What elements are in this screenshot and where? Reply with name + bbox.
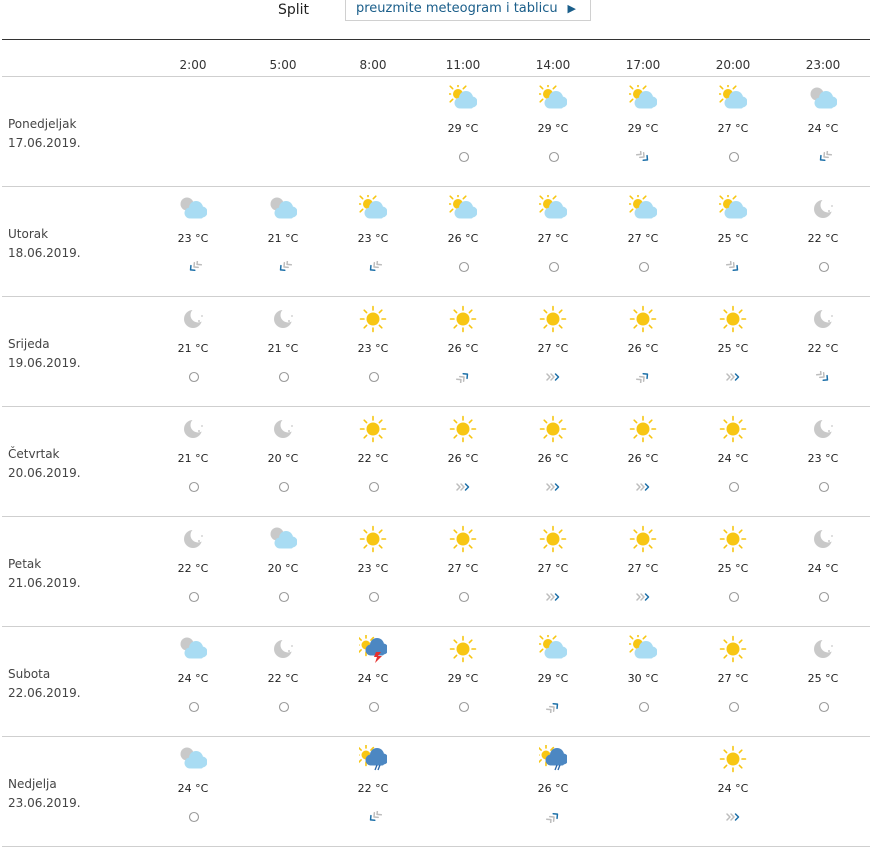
sun-rain-icon [359,745,387,773]
forecast-cell [603,297,683,407]
calm-icon [366,591,382,603]
temperature: 22 °C [807,342,839,355]
temperature: 23 °C [357,342,389,355]
day-label [8,445,81,483]
moon-cloud-icon [269,195,297,223]
wind-right-icon [546,481,562,493]
temperature: 29 °C [627,122,659,135]
calm-icon [186,591,202,603]
temperature: 23 °C [807,452,839,465]
wind-downright-icon [726,261,742,273]
temperature: 22 °C [357,782,389,795]
moon-icon [269,635,297,663]
calm-icon [816,481,832,493]
forecast-cell [333,737,413,847]
wind-right-icon [726,371,742,383]
day-name: Utorak [8,227,49,241]
forecast-cell [423,297,503,407]
time-label: 23:00 [805,58,841,72]
wind-right-icon [456,481,472,493]
time-label: 5:00 [269,58,297,72]
temperature: 29 °C [537,122,569,135]
temperature: 24 °C [717,782,749,795]
forecast-cell [513,737,593,847]
temperature: 24 °C [177,672,209,685]
sun-icon [449,635,477,663]
forecast-cell [513,297,593,407]
calm-icon [546,261,562,273]
calm-icon [366,481,382,493]
calm-icon [636,701,652,713]
day-label [8,225,81,263]
forecast-cell [243,187,323,297]
header [0,0,873,40]
forecast-cell [333,187,413,297]
moon-cloud-icon [269,525,297,553]
sun-icon [719,525,747,553]
moon-icon [179,305,207,333]
calm-icon [276,701,292,713]
forecast-cell [693,187,773,297]
forecast-cell [783,77,863,187]
moon-icon [179,525,207,553]
forecast-cell [423,627,503,737]
forecast-cell [243,627,323,737]
time-label: 8:00 [359,58,387,72]
sun-icon [629,525,657,553]
sun-icon [539,415,567,443]
moon-cloud-icon [179,635,207,663]
wind-upright-icon [456,371,472,383]
forecast-cell [513,627,593,737]
forecast-cell [513,407,593,517]
sun-cloud-icon [359,195,387,223]
temperature: 26 °C [447,342,479,355]
moon-icon [809,525,837,553]
temperature: 27 °C [537,342,569,355]
calm-icon [366,701,382,713]
calm-icon [276,591,292,603]
calm-icon [186,481,202,493]
temperature: 26 °C [627,452,659,465]
temperature: 23 °C [357,232,389,245]
caret-right-icon: ▶ [567,2,576,15]
temperature: 27 °C [627,562,659,575]
forecast-cell [243,407,323,517]
forecast-cell [693,627,773,737]
forecast-cell [153,187,233,297]
day-name: Nedjelja [8,777,57,791]
temperature: 25 °C [717,342,749,355]
temperature: 23 °C [357,562,389,575]
forecast-cell [423,407,503,517]
forecast-cell [603,517,683,627]
moon-icon [809,195,837,223]
day-row [0,297,873,407]
sun-icon [719,745,747,773]
moon-icon [269,415,297,443]
calm-icon [456,701,472,713]
city-name: Split [278,2,310,18]
calm-icon [456,591,472,603]
day-name: Četvrtak [8,447,60,461]
calm-icon [276,481,292,493]
row-divider [2,846,870,847]
forecast-cell [693,737,773,847]
sun-icon [449,525,477,553]
sun-icon [629,305,657,333]
calm-icon [186,371,202,383]
day-row [0,187,873,297]
time-label: 14:00 [535,58,571,72]
temperature: 20 °C [267,562,299,575]
day-label [8,335,81,373]
temperature: 27 °C [717,672,749,685]
forecast-cell [333,407,413,517]
sun-cloud-icon [629,195,657,223]
forecast-cell [603,77,683,187]
forecast-cell [243,297,323,407]
calm-icon [816,591,832,603]
wind-upright-icon [546,701,562,713]
temperature: 24 °C [807,562,839,575]
forecast-cell [153,517,233,627]
sun-cloud-icon [539,635,567,663]
sun-icon [719,635,747,663]
day-row [0,627,873,737]
header-divider [2,39,870,40]
moon-cloud-icon [179,745,207,773]
sun-icon [359,305,387,333]
wind-upright-icon [546,811,562,823]
forecast-cell [243,517,323,627]
day-date: 20.06.2019. [8,466,81,480]
meteogram-download-label: preuzmite meteogram i tablicu [356,1,558,16]
forecast-cell [153,627,233,737]
forecast-cell [153,737,233,847]
day-date: 18.06.2019. [8,246,81,260]
calm-icon [726,591,742,603]
sun-icon [719,415,747,443]
forecast-cell [693,297,773,407]
temperature: 24 °C [807,122,839,135]
calm-icon [726,481,742,493]
calm-icon [456,261,472,273]
calm-icon [276,371,292,383]
temperature: 27 °C [627,232,659,245]
temperature: 30 °C [627,672,659,685]
moon-icon [809,305,837,333]
wind-downleft-icon [276,261,292,273]
day-date: 19.06.2019. [8,356,81,370]
time-label: 2:00 [179,58,207,72]
forecast-cell [153,407,233,517]
temperature: 24 °C [357,672,389,685]
temperature: 26 °C [447,452,479,465]
temperature: 27 °C [717,122,749,135]
temperature: 26 °C [537,782,569,795]
moon-cloud-icon [809,85,837,113]
temperature: 22 °C [177,562,209,575]
forecast-cell [603,627,683,737]
forecast-cell [423,77,503,187]
day-name: Ponedjeljak [8,117,77,131]
forecast-cell [423,187,503,297]
temperature: 26 °C [447,232,479,245]
day-name: Srijeda [8,337,50,351]
time-label: 20:00 [715,58,751,72]
day-name: Petak [8,557,42,571]
sun-cloud-icon [629,85,657,113]
sun-icon [629,415,657,443]
sun-icon [539,305,567,333]
wind-downleft-icon [186,261,202,273]
forecast-cell [603,407,683,517]
temperature: 21 °C [177,452,209,465]
forecast-cell [693,517,773,627]
day-label [8,555,81,593]
day-row [0,407,873,517]
day-row [0,737,873,847]
temperature: 22 °C [357,452,389,465]
temperature: 21 °C [267,342,299,355]
forecast-cell [783,297,863,407]
temperature: 26 °C [627,342,659,355]
temperature: 24 °C [177,782,209,795]
temperature: 29 °C [537,672,569,685]
sun-icon [539,525,567,553]
forecast-cell [603,187,683,297]
day-row [0,517,873,627]
wind-right-icon [546,371,562,383]
wind-right-icon [636,481,652,493]
sun-icon [449,305,477,333]
forecast-cell [513,517,593,627]
day-label [8,775,81,813]
forecast-cell [693,407,773,517]
moon-icon [809,635,837,663]
temperature: 27 °C [447,562,479,575]
temperature: 22 °C [807,232,839,245]
forecast-cell [423,517,503,627]
calm-icon [186,811,202,823]
forecast-cell [783,517,863,627]
wind-downleft-icon [816,151,832,163]
moon-icon [809,415,837,443]
calm-icon [186,701,202,713]
forecast-cell [783,187,863,297]
temperature: 25 °C [717,562,749,575]
temperature: 20 °C [267,452,299,465]
forecast-cell [783,407,863,517]
time-label: 11:00 [445,58,481,72]
moon-icon [179,415,207,443]
time-label: 17:00 [625,58,661,72]
forecast-cell [693,77,773,187]
sun-icon [359,525,387,553]
wind-right-icon [546,591,562,603]
forecast-cell [783,627,863,737]
moon-cloud-icon [179,195,207,223]
day-label [8,115,81,153]
calm-icon [546,151,562,163]
temperature: 24 °C [717,452,749,465]
forecast-cell [333,517,413,627]
temperature: 25 °C [807,672,839,685]
day-label [8,665,81,703]
calm-icon [366,371,382,383]
wind-downright-icon [636,151,652,163]
temperature: 27 °C [537,232,569,245]
day-date: 23.06.2019. [8,796,81,810]
day-date: 17.06.2019. [8,136,81,150]
sun-cloud-icon [449,85,477,113]
sun-cloud-icon [539,85,567,113]
sun-cloud-icon [629,635,657,663]
temperature: 21 °C [267,232,299,245]
moon-icon [269,305,297,333]
temperature: 21 °C [177,342,209,355]
sun-icon [359,415,387,443]
sun-rain-icon [539,745,567,773]
sun-cloud-icon [539,195,567,223]
sun-cloud-icon [449,195,477,223]
forecast-cell [153,297,233,407]
wind-upright-icon [636,371,652,383]
calm-icon [726,151,742,163]
temperature: 22 °C [267,672,299,685]
forecast-cell [333,297,413,407]
sun-icon [449,415,477,443]
temperature: 25 °C [717,232,749,245]
day-row [0,77,873,187]
forecast-cell [333,627,413,737]
day-name: Subota [8,667,51,681]
temperature: 27 °C [537,562,569,575]
time-header [0,58,873,76]
sun-cloud-icon [719,195,747,223]
sun-storm-icon [359,635,387,663]
forecast-cell [513,187,593,297]
temperature: 29 °C [447,672,479,685]
sun-icon [719,305,747,333]
meteogram-download-button[interactable] [345,0,591,21]
wind-downleft-icon [366,261,382,273]
wind-right-icon [726,811,742,823]
temperature: 29 °C [447,122,479,135]
temperature: 26 °C [537,452,569,465]
calm-icon [816,261,832,273]
calm-icon [726,701,742,713]
day-date: 21.06.2019. [8,576,81,590]
day-date: 22.06.2019. [8,686,81,700]
wind-right-icon [636,591,652,603]
calm-icon [816,701,832,713]
wind-downleft-icon [366,811,382,823]
sun-cloud-icon [719,85,747,113]
calm-icon [456,151,472,163]
forecast-cell [513,77,593,187]
calm-icon [636,261,652,273]
temperature: 23 °C [177,232,209,245]
wind-downright-icon [816,371,832,383]
